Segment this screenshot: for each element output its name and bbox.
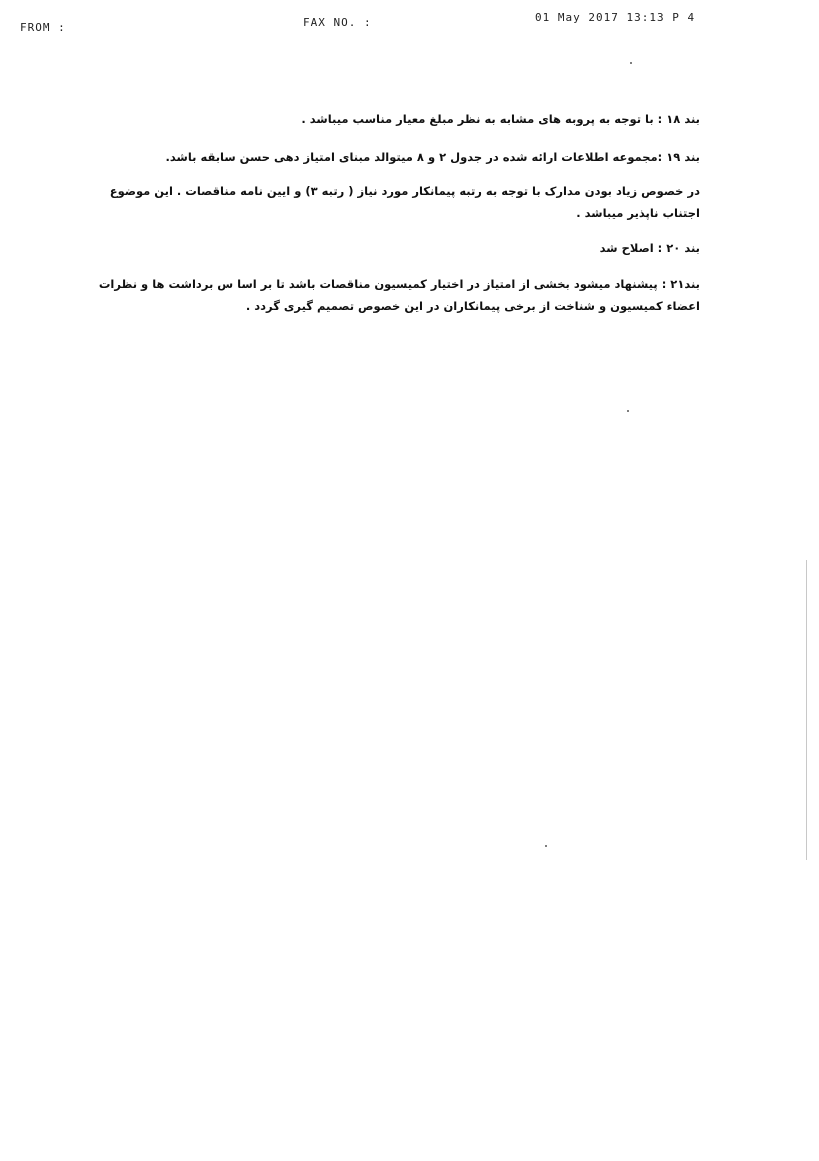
scan-edge-line [806, 560, 807, 860]
document-body [86, 108, 700, 330]
fax-from-label: FROM : [20, 21, 66, 34]
paragraph-item-20: بند ۲۰ : اصلاح شد [599, 241, 700, 255]
paragraph-item-21: بند۲۱ : پیشنهاد میشود بخشی از امتیاز در اختیار کمیسیون مناقصات باشد تا بر اسا س برداشت ها و نظرات اعضاء کمیسیون و شناخت از برخی پیمانکاران در این خصوص تصمیم گیری گردد . [98, 277, 700, 313]
paragraph-item-19: بند ۱۹ :مجموعه اطلاعات ارائه شده در جدول ۲ و ۸ میتوالد مبنای امتیاز دهی حسن سابقه باشد. [165, 150, 700, 164]
scan-speck [545, 845, 547, 847]
paragraph-item-18: بند ۱۸ : با توجه به پروبه های مشابه به نظر مبلغ معیار مناسب میباشد . [301, 112, 700, 126]
paragraph-documents-note: در خصوص زیاد بودن مدارک با توجه به رتبه پیمانکار مورد نیاز ( رتبه ۳) و ایین نامه مناقصات . این موضوع اجتناب ناپذیر میباشد . [109, 184, 700, 220]
scan-speck [630, 62, 632, 64]
fax-date-time: 01 May 2017 13:13 P 4 [535, 11, 696, 24]
fax-number-label: FAX NO. : [303, 16, 372, 29]
scan-speck [627, 410, 629, 412]
